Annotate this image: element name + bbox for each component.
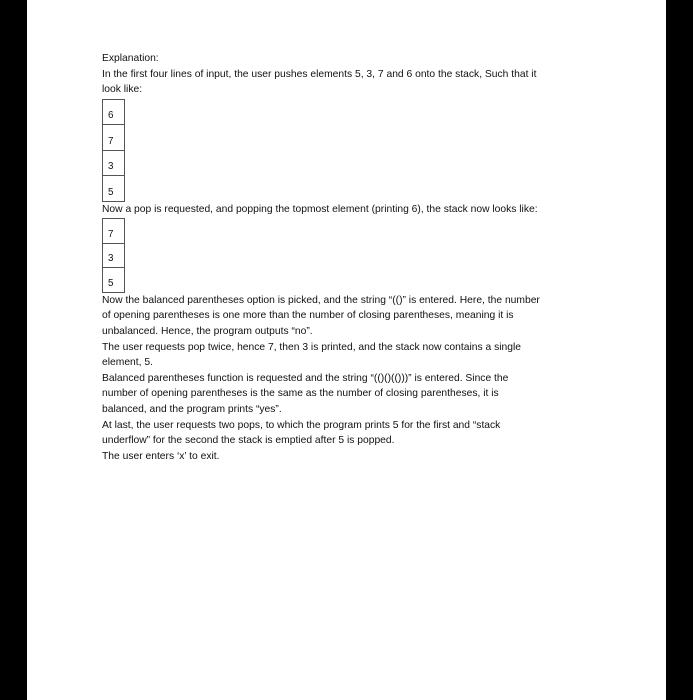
stack-cell xyxy=(103,268,124,293)
body-line: The user enters ‘x’ to exit. xyxy=(102,450,220,462)
pop-line: Now a pop is requested, and popping the topmost element (printing 6), the stack now looks like: xyxy=(102,203,538,215)
stack-cell xyxy=(103,219,124,244)
stack-value: 7 xyxy=(108,135,114,147)
body-line: underflow” for the second the stack is emptied after 5 is popped. xyxy=(102,435,395,447)
body-line: unbalanced. Hence, the program outputs “no”. xyxy=(102,326,313,338)
stack-value: 5 xyxy=(108,186,114,198)
stack-value: 5 xyxy=(108,277,114,289)
stack-cell xyxy=(103,151,124,177)
document-page xyxy=(27,0,666,700)
body-line: Balanced parentheses function is requested and the string “(()()(()))” is entered. Since the xyxy=(102,372,509,384)
intro-line: In the first four lines of input, the user pushes elements 5, 3, 7 and 6 onto the stack, Such that it xyxy=(102,68,537,80)
stack-value: 6 xyxy=(108,110,114,122)
stack-value: 3 xyxy=(108,161,114,173)
body-line: The user requests pop twice, hence 7, then 3 is printed, and the stack now contains a single xyxy=(102,341,521,353)
stack-diagram-initial xyxy=(102,99,125,202)
explanation-heading: Explanation: xyxy=(102,53,159,64)
stack-cell xyxy=(103,176,124,202)
stack-cell xyxy=(103,244,124,269)
body-line: element, 5. xyxy=(102,357,153,369)
stack-value: 3 xyxy=(108,253,114,265)
intro-line: look like: xyxy=(102,84,143,96)
explanation-body xyxy=(102,293,602,465)
explanation-section xyxy=(102,51,602,464)
body-line: Now the balanced parentheses option is picked, and the string “(()” is entered. Here, the number xyxy=(102,294,540,306)
body-line: At last, the user requests two pops, to which the program prints 5 for the first and “stack xyxy=(102,419,501,431)
stack-value: 7 xyxy=(108,228,114,240)
body-line: number of opening parentheses is the same as the number of closing parentheses, it is xyxy=(102,388,499,400)
body-line: of opening parentheses is one more than the number of closing parentheses, meaning it is xyxy=(102,310,514,322)
stack-cell xyxy=(103,100,124,126)
stack-cell xyxy=(103,125,124,151)
stack-diagram-after-pop xyxy=(102,218,125,293)
body-line: balanced, and the program prints “yes”. xyxy=(102,404,282,416)
